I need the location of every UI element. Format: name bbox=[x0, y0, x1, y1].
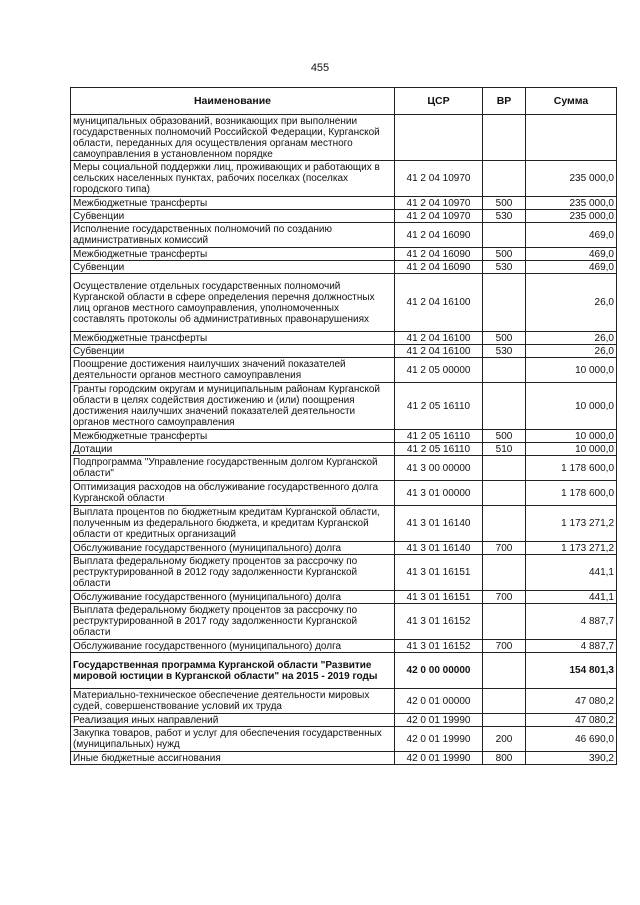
table-row bbox=[71, 542, 617, 555]
cell-csr: 41 2 04 16100 bbox=[395, 274, 483, 332]
cell-sum: 1 173 271,2 bbox=[526, 506, 617, 542]
cell-csr: 42 0 00 00000 bbox=[395, 653, 483, 689]
cell-csr bbox=[395, 115, 483, 161]
cell-sum: 469,0 bbox=[526, 261, 617, 274]
cell-name: Межбюджетные трансферты bbox=[71, 430, 395, 443]
table-row bbox=[71, 223, 617, 248]
cell-csr: 41 2 04 10970 bbox=[395, 197, 483, 210]
cell-name: Выплата федеральному бюджету процентов за рассрочку по реструктурированной в 2012 году задолженности Курганской области bbox=[71, 555, 395, 591]
cell-vr: 530 bbox=[483, 345, 526, 358]
cell-vr bbox=[483, 223, 526, 248]
cell-name: Субвенции bbox=[71, 210, 395, 223]
table-row bbox=[71, 752, 617, 765]
cell-sum: 469,0 bbox=[526, 223, 617, 248]
page-number: 455 bbox=[310, 62, 330, 74]
cell-name: Межбюджетные трансферты bbox=[71, 248, 395, 261]
table-row bbox=[71, 383, 617, 430]
cell-csr: 41 2 05 00000 bbox=[395, 358, 483, 383]
cell-csr: 41 3 01 16151 bbox=[395, 591, 483, 604]
cell-name: Выплата федеральному бюджету процентов за рассрочку по реструктурированной в 2017 году задолженности Курганской области bbox=[71, 604, 395, 640]
cell-name: Выплата процентов по бюджетным кредитам Курганской области, полученным из федерального бюджета, и кредитам Курганской области от кредитных организаций bbox=[71, 506, 395, 542]
cell-vr bbox=[483, 115, 526, 161]
cell-name: Закупка товаров, работ и услуг для обеспечения государственных (муниципальных) нужд bbox=[71, 727, 395, 752]
cell-vr bbox=[483, 555, 526, 591]
table-row bbox=[71, 727, 617, 752]
table-row bbox=[71, 197, 617, 210]
cell-sum: 10 000,0 bbox=[526, 430, 617, 443]
cell-sum: 26,0 bbox=[526, 332, 617, 345]
cell-csr: 42 0 01 00000 bbox=[395, 689, 483, 714]
cell-csr: 42 0 01 19990 bbox=[395, 727, 483, 752]
cell-csr: 41 2 04 16100 bbox=[395, 332, 483, 345]
cell-sum: 4 887,7 bbox=[526, 604, 617, 640]
cell-sum: 390,2 bbox=[526, 752, 617, 765]
table-row bbox=[71, 115, 617, 161]
cell-csr: 41 2 04 16090 bbox=[395, 261, 483, 274]
table-row bbox=[71, 345, 617, 358]
table-row bbox=[71, 248, 617, 261]
cell-vr: 530 bbox=[483, 210, 526, 223]
cell-vr bbox=[483, 481, 526, 506]
cell-name: Обслуживание государственного (муниципального) долга bbox=[71, 640, 395, 653]
cell-sum: 469,0 bbox=[526, 248, 617, 261]
header-csr: ЦСР bbox=[395, 88, 483, 115]
cell-csr: 41 2 04 16100 bbox=[395, 345, 483, 358]
cell-csr: 42 0 01 19990 bbox=[395, 714, 483, 727]
cell-vr: 800 bbox=[483, 752, 526, 765]
cell-sum: 10 000,0 bbox=[526, 358, 617, 383]
cell-name: Обслуживание государственного (муниципального) долга bbox=[71, 591, 395, 604]
cell-csr: 41 2 05 16110 bbox=[395, 383, 483, 430]
cell-vr bbox=[483, 383, 526, 430]
table-row bbox=[71, 274, 617, 332]
cell-sum: 441,1 bbox=[526, 555, 617, 591]
cell-sum: 235 000,0 bbox=[526, 210, 617, 223]
cell-name: Межбюджетные трансферты bbox=[71, 197, 395, 210]
cell-csr: 41 3 01 00000 bbox=[395, 481, 483, 506]
cell-sum: 10 000,0 bbox=[526, 383, 617, 430]
cell-name: Межбюджетные трансферты bbox=[71, 332, 395, 345]
cell-vr: 500 bbox=[483, 332, 526, 345]
cell-csr: 41 3 01 16140 bbox=[395, 542, 483, 555]
cell-vr: 510 bbox=[483, 443, 526, 456]
cell-vr bbox=[483, 604, 526, 640]
cell-name: Подпрограмма "Управление государственным долгом Курганской области" bbox=[71, 456, 395, 481]
cell-name: Исполнение государственных полномочий по созданию административных комиссий bbox=[71, 223, 395, 248]
cell-vr bbox=[483, 689, 526, 714]
cell-name: Осуществление отдельных государственных полномочий Курганской области в сфере определения перечня должностных лиц органов местного самоуправления, уполномоченных составлять протоколы об административных правонарушениях bbox=[71, 274, 395, 332]
table-row bbox=[71, 161, 617, 197]
budget-table bbox=[70, 87, 617, 765]
header-sum: Сумма bbox=[526, 88, 617, 115]
cell-sum: 26,0 bbox=[526, 345, 617, 358]
cell-csr: 41 3 01 16152 bbox=[395, 604, 483, 640]
table-header-row bbox=[71, 88, 617, 115]
cell-sum: 47 080,2 bbox=[526, 714, 617, 727]
cell-vr bbox=[483, 456, 526, 481]
cell-name: муниципальных образований, возникающих при выполнении государственных полномочий Российской Федерации, Курганской области, переданных для осуществления органам местного самоуправления в установленном порядке bbox=[71, 115, 395, 161]
cell-vr: 530 bbox=[483, 261, 526, 274]
cell-csr: 41 2 05 16110 bbox=[395, 443, 483, 456]
table-row bbox=[71, 653, 617, 689]
cell-vr: 700 bbox=[483, 640, 526, 653]
table-row bbox=[71, 443, 617, 456]
cell-sum: 441,1 bbox=[526, 591, 617, 604]
cell-csr: 41 2 04 10970 bbox=[395, 161, 483, 197]
header-vr: ВР bbox=[483, 88, 526, 115]
table-row bbox=[71, 555, 617, 591]
cell-sum: 154 801,3 bbox=[526, 653, 617, 689]
cell-sum: 47 080,2 bbox=[526, 689, 617, 714]
cell-sum: 235 000,0 bbox=[526, 161, 617, 197]
table-row bbox=[71, 210, 617, 223]
cell-sum bbox=[526, 115, 617, 161]
cell-sum: 10 000,0 bbox=[526, 443, 617, 456]
cell-csr: 41 2 04 16090 bbox=[395, 223, 483, 248]
cell-csr: 41 2 04 16090 bbox=[395, 248, 483, 261]
table-row bbox=[71, 456, 617, 481]
cell-csr: 41 3 01 16151 bbox=[395, 555, 483, 591]
cell-sum: 235 000,0 bbox=[526, 197, 617, 210]
cell-csr: 41 3 01 16152 bbox=[395, 640, 483, 653]
cell-name: Реализация иных направлений bbox=[71, 714, 395, 727]
table-row bbox=[71, 640, 617, 653]
table-row bbox=[71, 261, 617, 274]
cell-vr bbox=[483, 161, 526, 197]
cell-sum: 1 178 600,0 bbox=[526, 456, 617, 481]
cell-csr: 41 2 05 16110 bbox=[395, 430, 483, 443]
cell-name: Субвенции bbox=[71, 345, 395, 358]
cell-name: Поощрение достижения наилучших значений показателей деятельности органов местного самоуправления bbox=[71, 358, 395, 383]
cell-vr bbox=[483, 274, 526, 332]
table-row bbox=[71, 604, 617, 640]
cell-sum: 26,0 bbox=[526, 274, 617, 332]
cell-name: Субвенции bbox=[71, 261, 395, 274]
cell-name: Материально-техническое обеспечение деятельности мировых судей, совершенствование условий их труда bbox=[71, 689, 395, 714]
cell-vr: 500 bbox=[483, 248, 526, 261]
table-row bbox=[71, 689, 617, 714]
header-name: Наименование bbox=[71, 88, 395, 115]
table-row bbox=[71, 506, 617, 542]
cell-vr: 500 bbox=[483, 197, 526, 210]
cell-sum: 1 178 600,0 bbox=[526, 481, 617, 506]
cell-vr bbox=[483, 506, 526, 542]
table-row bbox=[71, 430, 617, 443]
cell-name: Меры социальной поддержки лиц, проживающих и работающих в сельских населенных пунктах, рабочих поселках (поселках городского типа) bbox=[71, 161, 395, 197]
cell-vr bbox=[483, 714, 526, 727]
cell-name: Оптимизация расходов на обслуживание государственного долга Курганской области bbox=[71, 481, 395, 506]
table-row bbox=[71, 714, 617, 727]
cell-name: Обслуживание государственного (муниципального) долга bbox=[71, 542, 395, 555]
cell-vr bbox=[483, 653, 526, 689]
cell-vr: 500 bbox=[483, 430, 526, 443]
cell-name: Гранты городским округам и муниципальным районам Курганской области в целях содействия достижению и (или) поощрения достижения наилучших значений показателей деятельности органов местного самоуправления bbox=[71, 383, 395, 430]
cell-vr bbox=[483, 358, 526, 383]
cell-csr: 42 0 01 19990 bbox=[395, 752, 483, 765]
cell-sum: 1 173 271,2 bbox=[526, 542, 617, 555]
cell-csr: 41 3 00 00000 bbox=[395, 456, 483, 481]
table-row bbox=[71, 591, 617, 604]
table-row bbox=[71, 332, 617, 345]
table-row bbox=[71, 481, 617, 506]
cell-csr: 41 3 01 16140 bbox=[395, 506, 483, 542]
cell-vr: 200 bbox=[483, 727, 526, 752]
cell-name: Дотации bbox=[71, 443, 395, 456]
cell-name: Иные бюджетные ассигнования bbox=[71, 752, 395, 765]
cell-sum: 4 887,7 bbox=[526, 640, 617, 653]
cell-vr: 700 bbox=[483, 542, 526, 555]
table-row bbox=[71, 358, 617, 383]
cell-sum: 46 690,0 bbox=[526, 727, 617, 752]
cell-vr: 700 bbox=[483, 591, 526, 604]
cell-csr: 41 2 04 10970 bbox=[395, 210, 483, 223]
cell-name: Государственная программа Курганской области "Развитие мировой юстиции в Курганской области" на 2015 - 2019 годы bbox=[71, 653, 395, 689]
